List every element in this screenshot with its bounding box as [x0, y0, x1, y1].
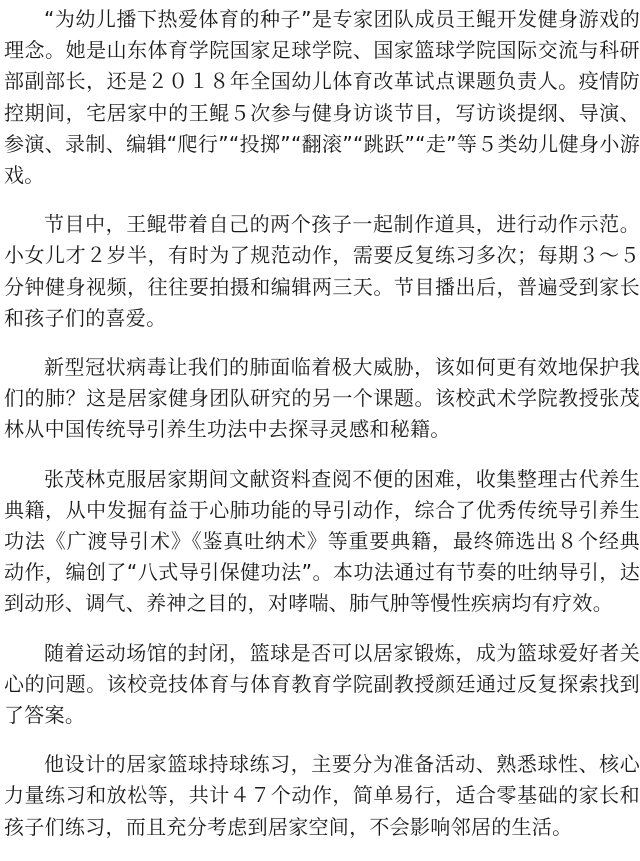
paragraph-basketball-practice: 他设计的居家篮球持球练习，主要分为准备活动、熟悉球性、核心力量练习和放松等，共计４７个动作，简单易行，适合零基础的家长和孩子们练习，而且充分考虑到居家空间，不会影响邻居的生活。	[4, 752, 640, 839]
paragraph-basketball-question: 随着运动场馆的封闭，篮球是否可以居家锻炼，成为篮球爱好者关心的问题。该校竞技体育与体育教育学院副教授颜廷通过反复探索找到了答案。	[4, 640, 640, 728]
paragraph-wang-kun-intro: “为幼儿播下热爱体育的种子”是专家团队成员王鲲开发健身游戏的理念。她是山东体育学院国家足球学院、国家篮球学院国际交流与科研部副部长，还是２０１８年全国幼儿体育改革试点课题负责人。疫情防控期间，宅居家中的王鲲５次参与健身访谈节目，写访谈提纲、导演、参演、录制、编辑“爬行”“投掷”“翻滚”“跳跃”“走”等５类幼儿健身小游戏。	[4, 7, 640, 188]
paragraph-lung-protection: 新型冠状病毒让我们的肺面临着极大威胁，该如何更有效地保护我们的肺？这是居家健身团队研究的另一个课题。该校武术学院教授张茂林从中国传统导引养生功法中去探寻灵感和秘籍。	[4, 355, 640, 442]
paragraph-zhang-maolin-method: 张茂林克服居家期间文献资料查阅不便的困难，收集整理古代养生典籍，从中发掘有益于心肺功能的导引动作，综合了优秀传统导引养生功法《广渡导引术》《鉴真吐纳术》等重要典籍，最终筛选出８个经典动作，编创了“八式导引保健功法”。本功法通过有节奏的吐纳导引，达到动形、调气、养神之目的，对哮喘、肺气肿等慢性疾病均有疗效。	[4, 466, 640, 616]
paragraph-program-production: 节目中，王鲲带着自己的两个孩子一起制作道具，进行动作示范。小女儿才２岁半，有时为了规范动作，需要反复练习多次；每期３～５分钟健身视频，往往要拍摄和编辑两三天。节目播出后，普遍受到家长和孩子们的喜爱。	[4, 212, 640, 330]
